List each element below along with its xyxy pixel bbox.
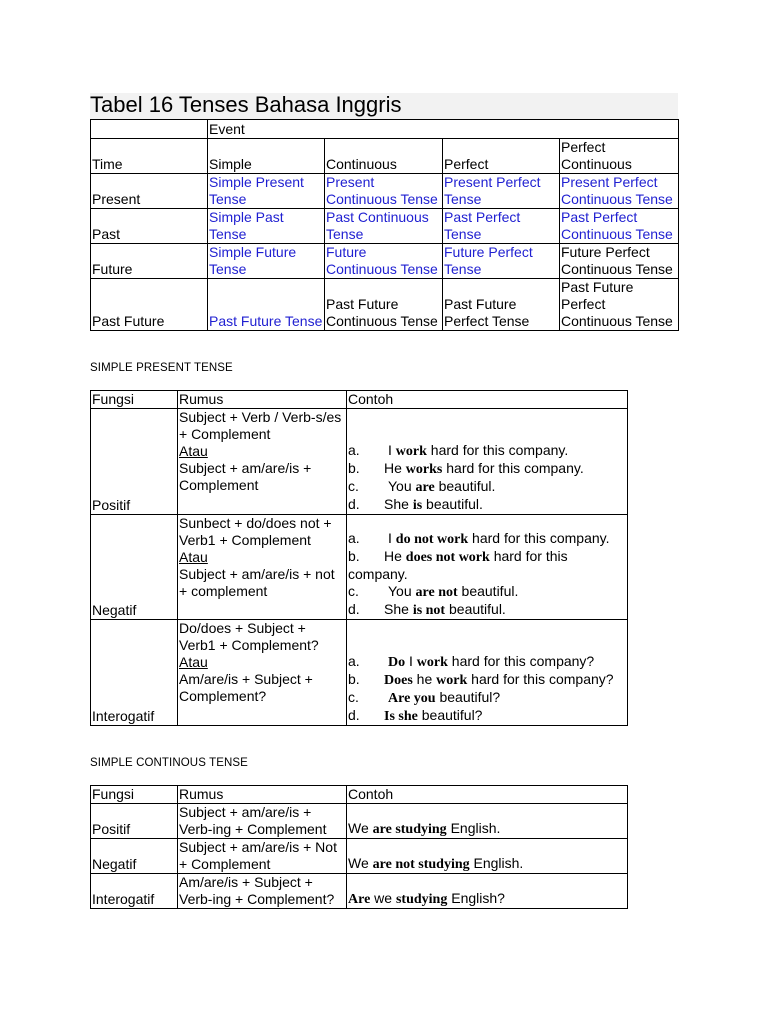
tense-link[interactable]: Past Continuous Tense [325,209,443,244]
fungsi-positif: Positif [91,804,178,839]
rumus-line: Am/are/is + Subject + Complement? [179,671,313,704]
rumus-line: Subject + am/are/is + not + complement [179,566,335,599]
rumus-negatif [178,515,347,620]
rumus-interogatif: Am/are/is + Subject + Verb-ing + Complement? [178,874,347,909]
section-label-simple-present: SIMPLE PRESENT TENSE [90,362,233,374]
table-row [91,874,628,909]
time-future: Future [91,244,208,279]
example-line: a. Do I work hard for this company? [348,653,595,670]
col-header-simple: Simple [208,139,325,174]
fungsi-interogatif: Interogatif [91,874,178,909]
header-contoh: Contoh [347,391,628,409]
tense-cell: Past Future Continuous Tense [325,279,443,331]
rumus-negatif: Subject + am/are/is + Not + Complement [178,839,347,874]
rumus-line: Subject + Verb / Verb-s/es + Complement [179,409,342,442]
example-line: c. You are beautiful. [348,478,496,495]
example-line: d. Is she beautiful? [348,707,483,724]
contoh-positif [347,409,628,515]
example-line: b. He does not work hard for this [348,548,568,565]
table-row [91,804,628,839]
tense-cell: Past Future Perfect Tense [443,279,560,331]
atau-label: Atau [179,549,208,565]
table-row [91,244,679,279]
simple-present-table [90,390,628,726]
tense-link[interactable]: Simple Present Tense [208,174,325,209]
rumus-line: Subject + am/are/is + Complement [179,460,312,493]
time-past: Past [91,209,208,244]
rumus-line: Sunbect + do/does not + Verb1 + Complement [179,515,332,548]
example-line: b. He works hard for this company. [348,460,584,477]
fungsi-positif: Positif [91,409,178,515]
tenses-table [90,119,679,331]
tense-link[interactable]: Present Perfect Continuous Tense [560,174,679,209]
table-row [91,409,628,515]
example-line: a. I do not work hard for this company. [348,530,610,547]
rumus-positif: Subject + am/are/is + Verb-ing + Complement [178,804,347,839]
contoh-negatif [347,515,628,620]
table-row [91,174,679,209]
tense-link[interactable]: Present Continuous Tense [325,174,443,209]
example-line: c. You are not beautiful. [348,583,519,600]
rumus-positif [178,409,347,515]
atau-label: Atau [179,443,208,459]
fungsi-interogatif: Interogatif [91,620,178,726]
example-line: c. Are you beautiful? [348,689,501,706]
header-rumus: Rumus [178,391,347,409]
header-contoh: Contoh [347,786,628,804]
tense-link[interactable]: Simple Future Tense [208,244,325,279]
example-line: b. Does he work hard for this company? [348,671,614,688]
empty-cell [91,120,208,139]
tense-link[interactable]: Future Perfect Tense [443,244,560,279]
time-present: Present [91,174,208,209]
header-fungsi: Fungsi [91,391,178,409]
fungsi-negatif: Negatif [91,839,178,874]
table-row [91,209,679,244]
time-header: Time [91,139,208,174]
col-header-perfect: Perfect [443,139,560,174]
table-row [91,279,679,331]
example-line: d. She is beautiful. [348,496,483,513]
table-row [91,515,628,620]
contoh-positif: We are studying English. [347,804,628,839]
section-label-simple-continuous: SIMPLE CONTINOUS TENSE [90,757,248,769]
event-header: Event [208,120,679,139]
table-row [91,839,628,874]
page-title: Tabel 16 Tenses Bahasa Inggris [90,92,402,117]
contoh-interogatif [347,620,628,726]
rumus-line: Do/does + Subject + Verb1 + Complement? [179,620,319,653]
tense-cell: Future Perfect Continuous Tense [560,244,679,279]
tense-link[interactable]: Present Perfect Tense [443,174,560,209]
contoh-interogatif: Are we studying English? [347,874,628,909]
fungsi-negatif: Negatif [91,515,178,620]
col-header-continuous: Continuous [325,139,443,174]
tense-link[interactable]: Simple Past Tense [208,209,325,244]
header-fungsi: Fungsi [91,786,178,804]
tense-link[interactable]: Future Continuous Tense [325,244,443,279]
time-past-future: Past Future [91,279,208,331]
tense-link[interactable]: Past Perfect Tense [443,209,560,244]
col-header-perfect-continuous: Perfect Continuous [560,139,679,174]
tense-link[interactable]: Past Future Tense [208,279,325,331]
example-line: a. I work hard for this company. [348,442,569,459]
header-rumus: Rumus [178,786,347,804]
atau-label: Atau [179,654,208,670]
table-row [91,620,628,726]
example-line: d. She is not beautiful. [348,601,506,618]
tense-cell: Past Future Perfect Continuous Tense [560,279,679,331]
rumus-interogatif [178,620,347,726]
example-line: company. [348,566,408,582]
tense-link[interactable]: Past Perfect Continuous Tense [560,209,679,244]
simple-continuous-table [90,785,628,909]
contoh-negatif: We are not studying English. [347,839,628,874]
